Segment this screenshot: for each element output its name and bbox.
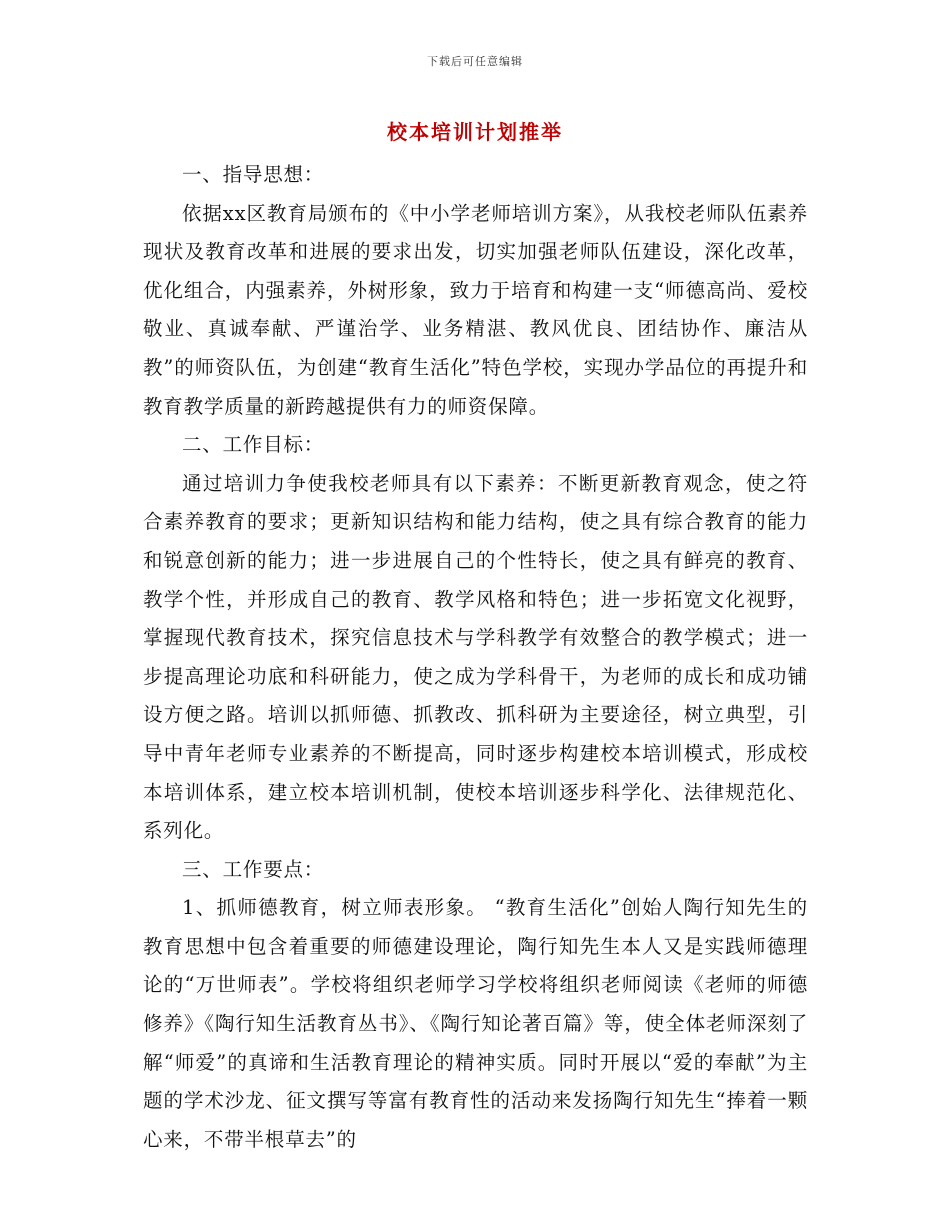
paragraph-work-point-1: 1、抓师德教育，树立师表形象。 “教育生活化”创始人陶行知先生的教育思想中包含着重要的师德建设理论，陶行知先生本人又是实践师德理论的“万世师表”。学校将组织老师学习学校将组织老师阅读《老师的师德修养》《陶行知生活教育丛书》、《陶行知论著百篇》等，使全体老师深刻了解“师爱”的真谛和生活教育理论的精神实质。同时开展以“爱的奉献”为主题的学术沙龙、征文撰写等富有教育性的活动来发扬陶行知先生“捧着一颗心来，不带半根草去”的: [143, 896, 808, 1151]
section-heading-work-points: 三、工作要点：: [182, 857, 325, 881]
document-title: 校本培训计划推举: [387, 120, 563, 144]
page-header-note: 下载后可任意编辑: [427, 55, 523, 68]
section-heading-work-goals: 二、工作目标：: [182, 433, 325, 457]
section-heading-guiding-ideology: 一、指导思想：: [182, 163, 325, 186]
document-body: [143, 156, 808, 1159]
paragraph-guiding-ideology: 依据xx区教育局颁布的《中小学老师培训方案》，从我校老师队伍素养现状及教育改革和进展的要求出发，切实加强老师队伍建设，深化改革，优化组合，内强素养，外树形象，致力于培育和构建一支“师德高尚、爱校敬业、真诚奉献、严谨治学、业务精湛、教风优良、团结协作、廉洁从教”的师资队伍，为创建“教育生活化”特色学校，实现办学品位的再提升和教育教学质量的新跨越提供有力的师资保障。: [143, 201, 808, 418]
paragraph-work-goals: 通过培训力争使我校老师具有以下素养：不断更新教育观念，使之符合素养教育的要求；更新知识结构和能力结构，使之具有综合教育的能力和锐意创新的能力；进一步进展自己的个性特长，使之具有鲜亮的教育、教学个性，并形成自己的教育、教学风格和特色；进一步拓宽文化视野，掌握现代教育技术，探究信息技术与学科教学有效整合的教学模式；进一步提高理论功底和科研能力，使之成为学科骨干，为老师的成长和成功铺设方便之路。培训以抓师德、抓教改、抓科研为主要途径，树立典型，引导中青年老师专业素养的不断提高，同时逐步构建校本培训模式，形成校本培训体系，建立校本培训机制，使校本培训逐步科学化、法律规范化、系列化。: [143, 471, 808, 843]
